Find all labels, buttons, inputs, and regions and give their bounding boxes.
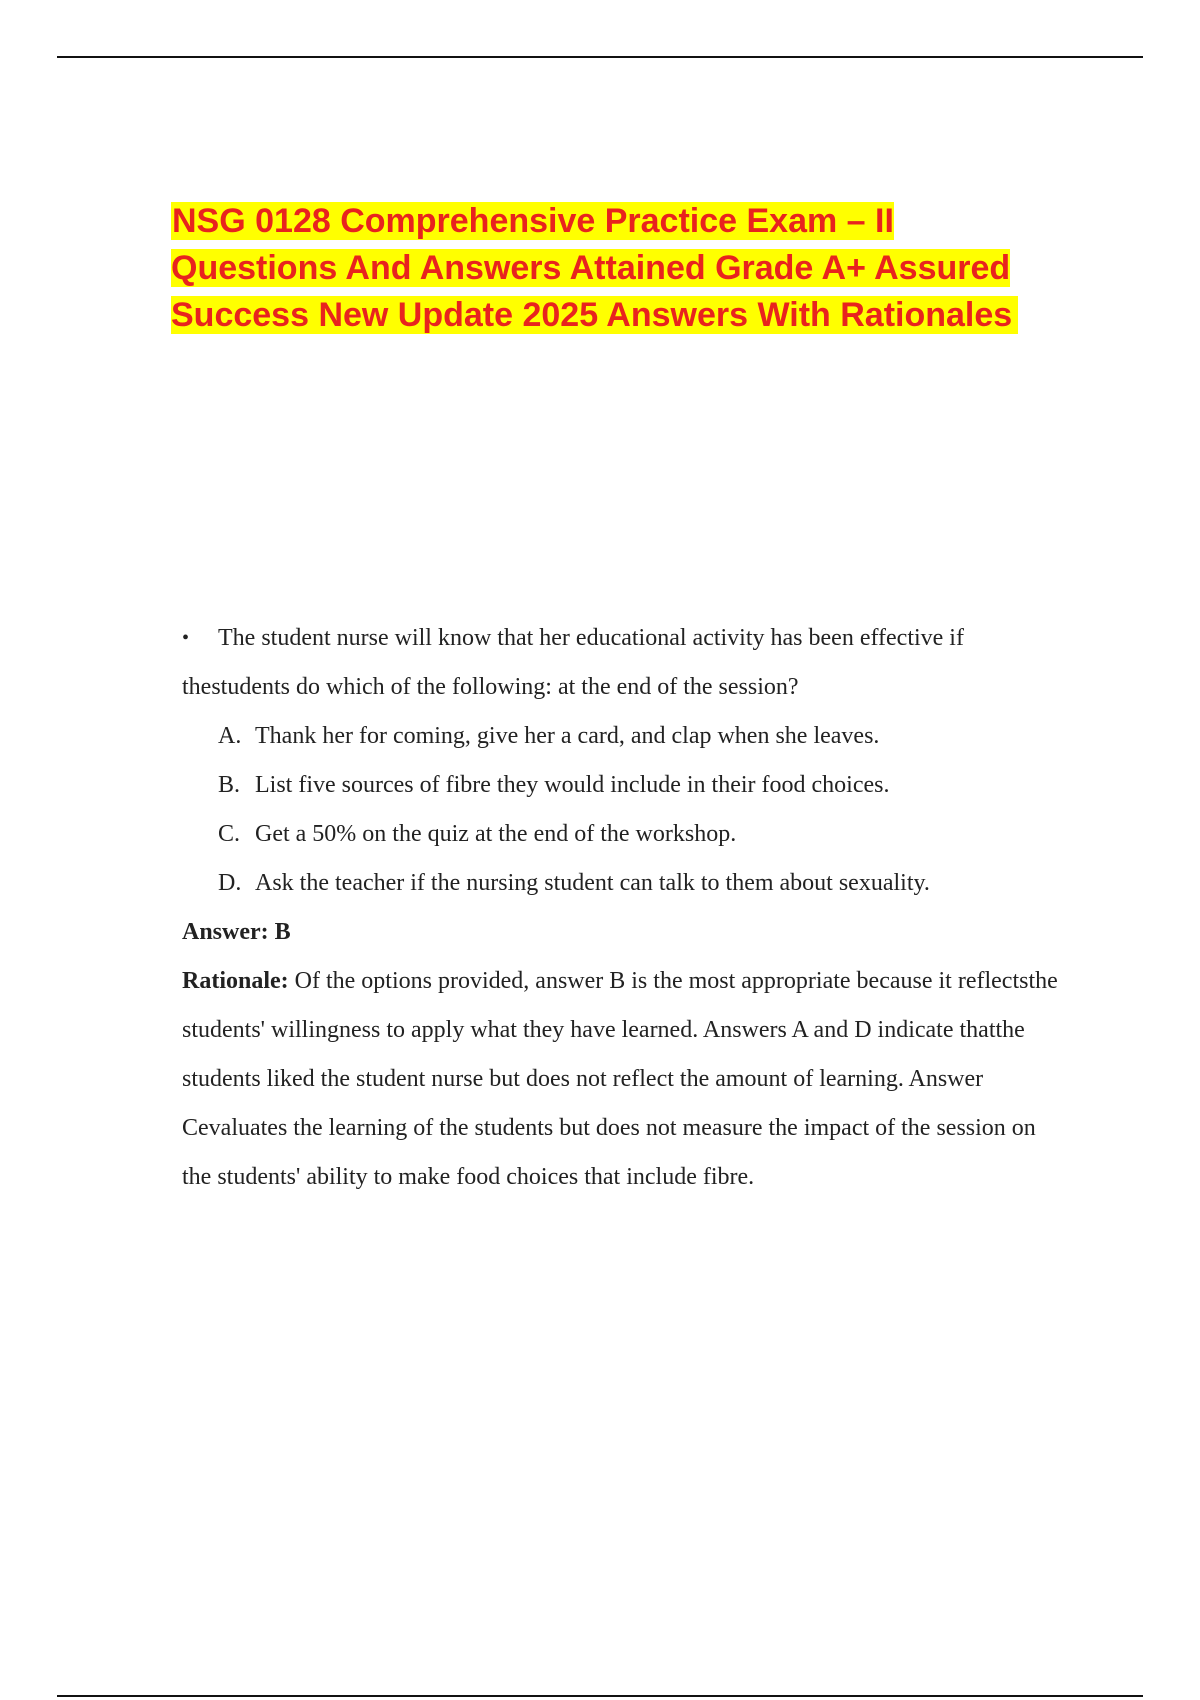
footer-rule: [57, 1695, 1143, 1697]
option-text: Thank her for coming, give her a card, and clap when she leaves.: [255, 723, 880, 749]
rationale: [182, 957, 1062, 1202]
header-rule: [57, 56, 1143, 58]
option-letter: B.: [218, 772, 241, 798]
option-letter: D.: [218, 870, 242, 896]
document-title: [171, 198, 1051, 339]
answer-key: [182, 908, 1062, 957]
option-d: [218, 859, 1062, 908]
question-stem: [182, 614, 1062, 712]
option-letter: A.: [218, 723, 242, 749]
answer-options: [182, 712, 1062, 908]
option-text: Ask the teacher if the nursing student can talk to them about sexuality.: [255, 870, 930, 896]
answer-label: Answer: B: [182, 919, 291, 945]
question-block: [182, 614, 1062, 1202]
option-letter: C.: [218, 821, 241, 847]
question-text: The student nurse will know that her educational activity has been effective if thestudents do which of the following: at the end of the session?: [182, 625, 964, 700]
title-highlight: NSG 0128 Comprehensive Practice Exam – II Questions And Answers Attained Grade A+ Assured Success New Update 2025 Answers With Rationales: [171, 202, 1018, 334]
rationale-text: Of the options provided, answer B is the most appropriate because it reflectsthe students' willingness to apply what they have learned. Answers A and D indicate thatthe students liked the student nurse but does not reflect the amount of learning. Answer Cevaluates the learning of the students but does not measure the impact of the session on the students' ability to make food choices that include fibre.: [182, 968, 1058, 1190]
option-text: List five sources of fibre they would include in their food choices.: [255, 772, 890, 798]
rationale-label: Rationale:: [182, 968, 289, 994]
option-a: [218, 712, 1062, 761]
option-c: [218, 810, 1062, 859]
option-b: [218, 761, 1062, 810]
option-text: Get a 50% on the quiz at the end of the workshop.: [255, 821, 737, 847]
bullet-icon: •: [182, 627, 190, 649]
